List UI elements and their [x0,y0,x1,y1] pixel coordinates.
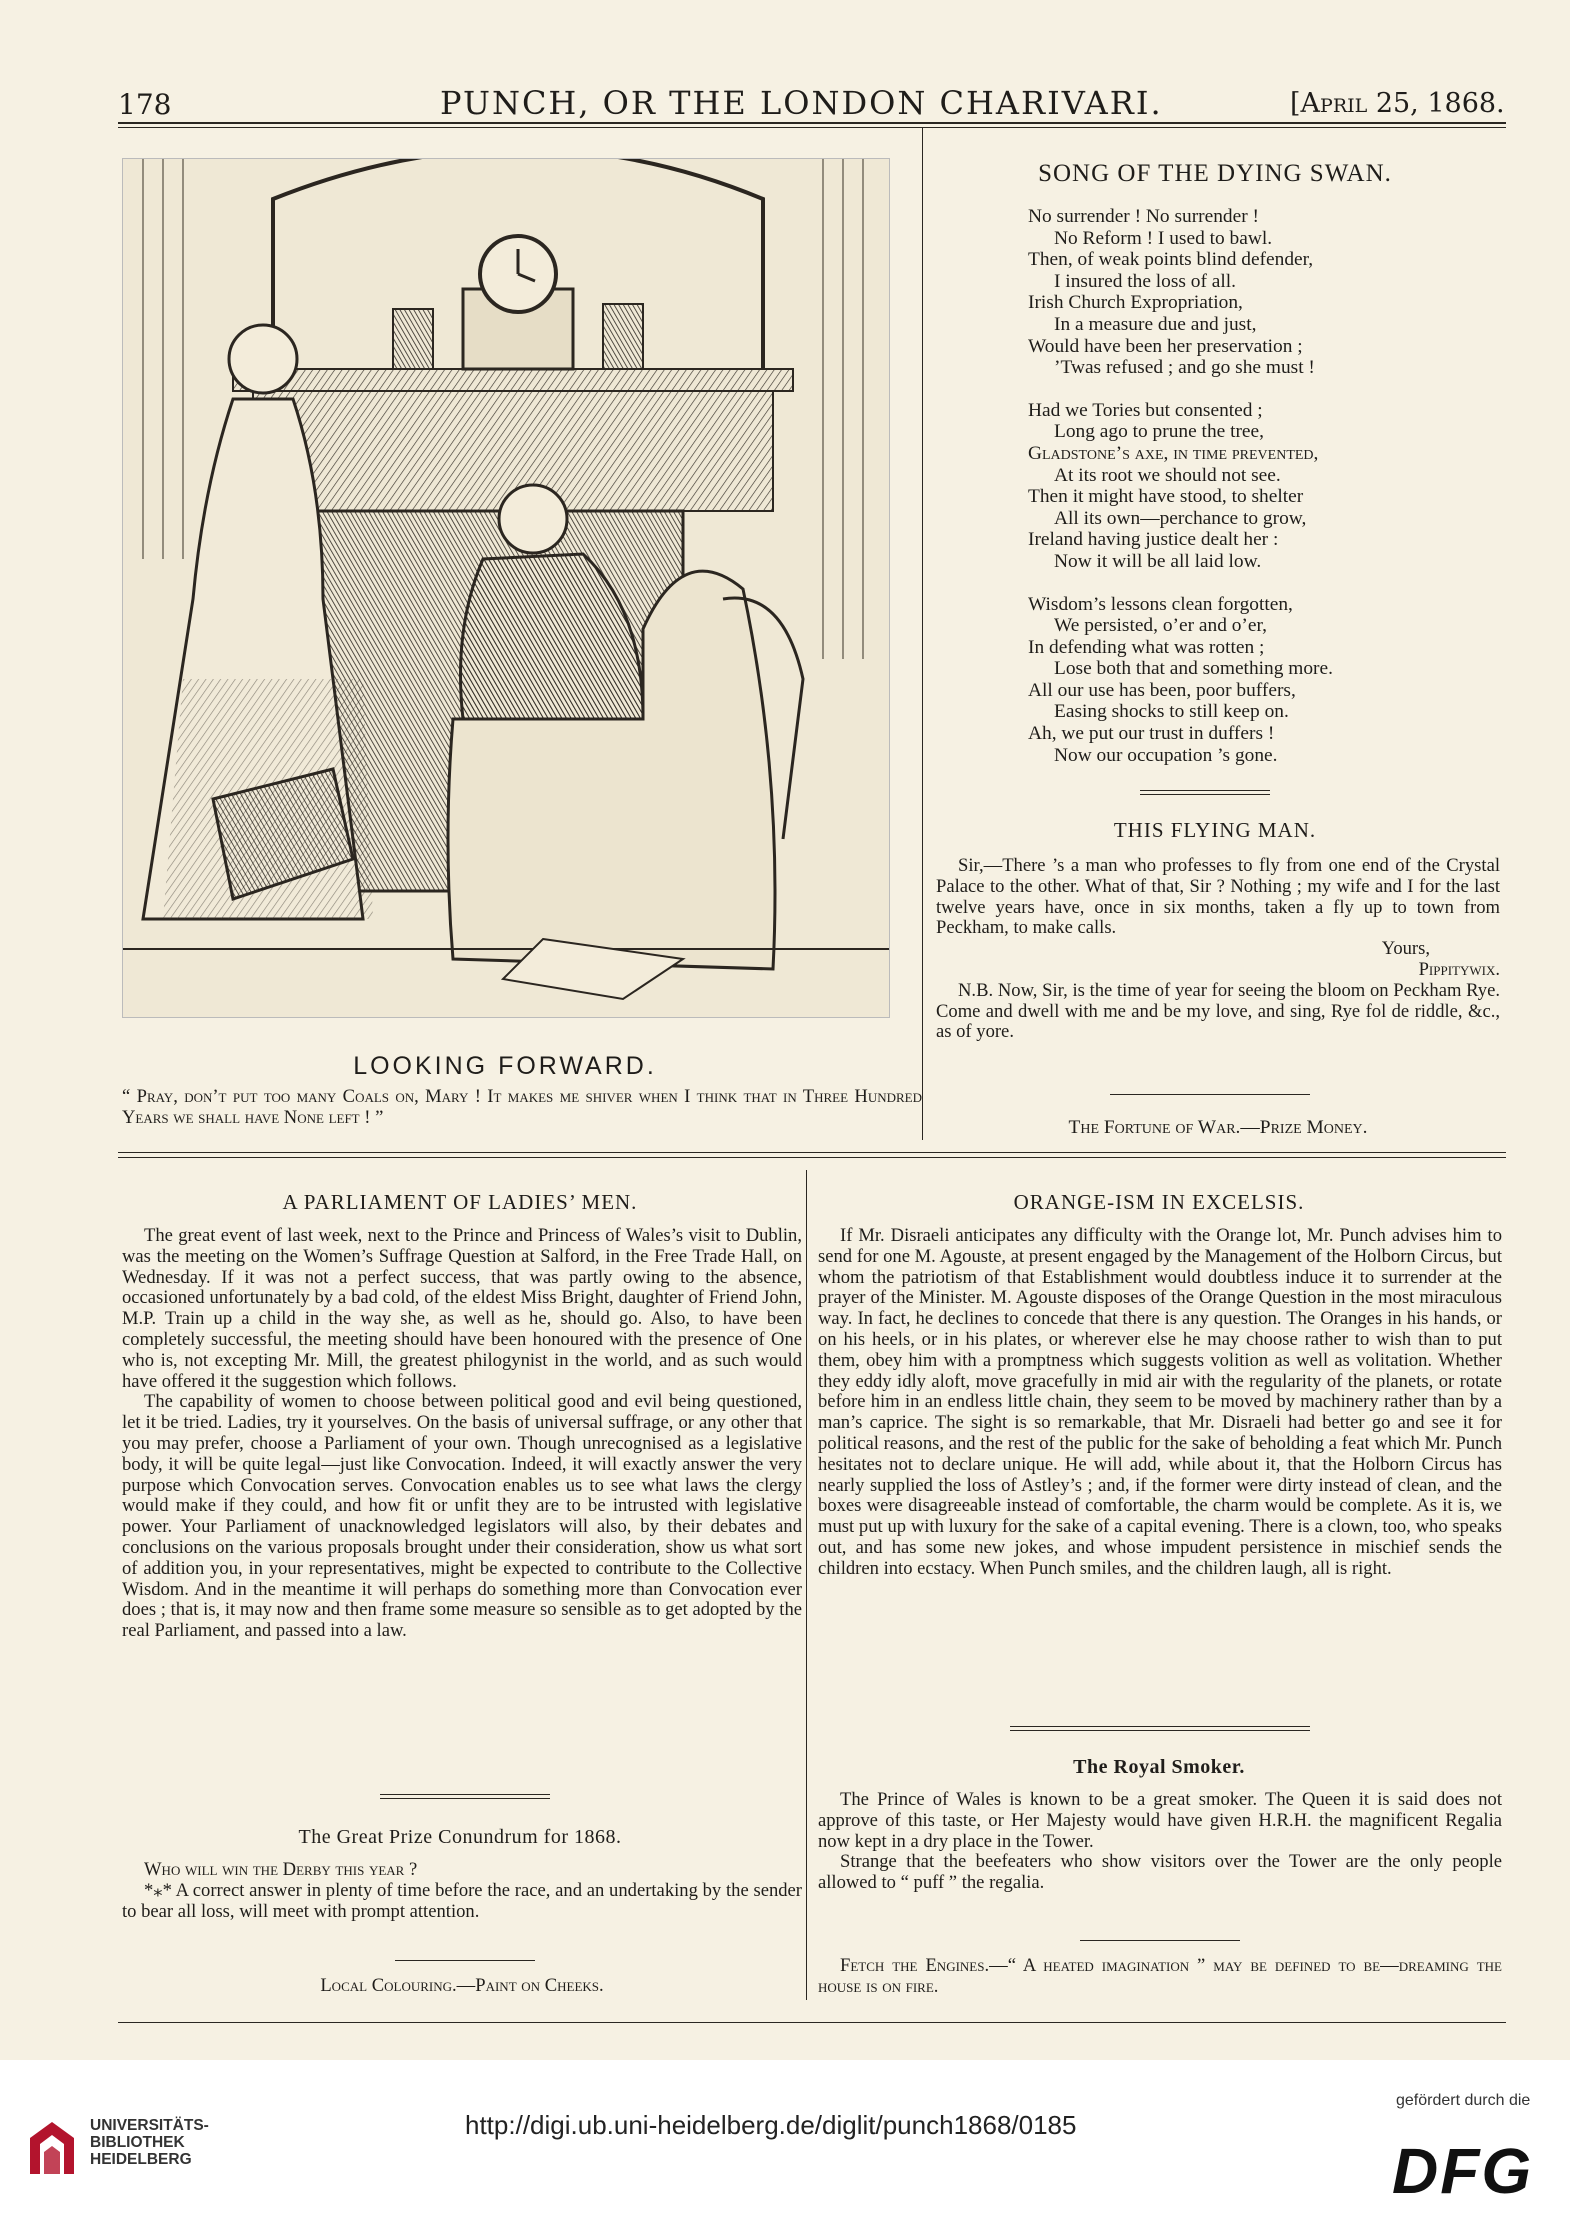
section-divider [1140,790,1270,791]
poem-line: All our use has been, poor buffers, [1028,679,1296,701]
poem-line: All its own—perchance to grow, [1054,507,1307,529]
section-divider [395,1960,535,1961]
poem-line: Would have been her preservation ; [1028,335,1303,357]
section-rule [118,1152,1506,1153]
section-divider [1010,1730,1310,1731]
page-number: 178 [118,88,172,121]
poem-line: Had we Tories but consented ; [1028,399,1263,421]
royal-smoker-paragraph: The Prince of Wales is known to be a great smoker. The Queen it is said does not approve of this taste, or Her Majesty would have given H.R.H. the magnificent Regalia now kept in a dry place in the Tower. [818,1789,1502,1852]
conundrum-article [122,1860,802,1922]
university-logo-icon [22,2118,82,2178]
poem-line: ’Twas refused ; and go she must ! [1054,357,1315,379]
orange-body: If Mr. Disraeli anticipates any difficulty with the Orange lot, Mr. Punch advises him to send for one M. Agouste, at present engaged by the Management of the Holborn Circus, but whom the patriotism of that Establishment would doubtless induce it to surrender at the prayer of the Minister. M. Agouste disposes of the Orange Question in the most miraculous way. In fact, he declines to concede that there is any question. The Oranges in his hands, or on his heels, or in his plates, or wherever else he may choose rather to wish than to put them, obey him with a promptness which suggests volition as well as volitation. Whether they eddy idly aloft, move gracefully in mid air with the regularity of the planets, or rotate before him in an endless little chain, they seem to be moved by machinery rather than by a man’s caprice. The sight is so remarkable, that Mr. Disraeli had better go and see it for political reasons, and the rest of the public for the sake of beholding a feat which Mr. Punch hesitates not to declare unique. He will add, while about it, that the Holborn Circus has nearly supplied the loss of Astley’s ; and, if the former were dirty instead of clean, and the boxes were disagreeable instead of comfortable, the charm would be complete. As it is, we must put up with luxury for the sake of a capital evening. There is a clown, too, who speaks out, and has some new jokes, and whose impudent persistence in mischief sends the children into ecstacy. When Punch smiles, and the children laugh, all is right. [818,1225,1502,1579]
flying-man-signature: Pippitywix. [1418,958,1500,980]
issue-date: [April 25, 1868. [1290,88,1505,119]
poem-line: Irish Church Expropriation, [1028,292,1243,314]
conundrum-title: The Great Prize Conundrum for 1868. [298,1826,622,1848]
conundrum-question: Who will win the Derby this year ? [144,1859,418,1880]
orange-title: ORANGE-ISM IN EXCELSIS. [1013,1190,1305,1214]
section-divider [1080,1940,1240,1941]
parliament-title: A PARLIAMENT OF LADIES’ MEN. [282,1190,638,1214]
column-rule [922,128,923,1140]
header-rule [118,122,1506,124]
poem-line: Ah, we put our trust in duffers ! [1028,723,1275,745]
fortune-of-war: The Fortune of War.—Prize Money. [1068,1117,1368,1138]
orange-article [818,1226,1502,1580]
poem-line: Now it will be all laid low. [1054,550,1262,572]
poem-line: No surrender ! No surrender ! [1028,206,1259,227]
fetch-engines [818,1956,1502,1998]
library-name-line: UNIVERSITÄTS- [90,2117,209,2134]
conundrum-note: *⁎* A correct answer in plenty of time before the race, and an undertaking by the sender to bear all loss, will meet with prompt attention. [122,1879,802,1922]
poem-line: No Reform ! I used to bawl. [1054,227,1273,249]
fetch-engines-text: Fetch the Engines.—“ A heated imagination ” may be defined to be—dreaming the house is on fire. [818,1955,1502,1997]
local-colouring: Local Colouring.—Paint on Cheeks. [320,1975,604,1996]
masthead-title: PUNCH, OR THE LONDON CHARIVARI. [440,84,1163,122]
library-name [90,2117,209,2168]
library-name-line: HEIDELBERG [90,2151,192,2168]
poem-line: Lose both that and something more. [1054,658,1333,680]
poem-line: Now our occupation ’s gone. [1054,744,1278,766]
parliament-paragraph: The great event of last week, next to the Prince and Princess of Wales’s visit to Dublin, was the meeting on the Women’s Suffrage Question at Salford, in the Free Trade Hall, on Wednesday. If it was not a perfect success, that was partly owing to the absence, occasioned unfortunately by a bad cold, of the eldest Miss Bright, daughter of Friend John, M.P. Train up a child in the way she, as well as he, should go. Also, to have been completely successful, the meeting should have been honoured with the presence of One who is, not excepting Mr. Mill, the greatest philogynist in the world, and as such would have offered it the suggestion which follows. [122,1225,802,1392]
flying-man-postscript: N.B. Now, Sir, is the time of year for seeing the bloom on Peckham Rye. Come and dwell with me and be my love, and sing, Rye fol de riddle, &c., as of yore. [936,979,1500,1043]
dfg-logo: DFG [1392,2135,1534,2207]
poem-line: Wisdom’s lessons clean forgotten, [1028,593,1293,615]
cartoon-drawing [123,159,889,1017]
poem-line: At its root we should not see. [1054,464,1281,486]
royal-smoker-title: The Royal Smoker. [1073,1756,1245,1778]
royal-smoker-article [818,1790,1502,1894]
section-divider [1110,1094,1310,1095]
royal-smoker-paragraph: Strange that the beefeaters who show visitors over the Tower are the only people allowed to “ puff ” the regalia. [818,1851,1502,1894]
library-name-line: BIBLIOTHEK [90,2134,185,2151]
flying-man-title: THIS FLYING MAN. [1113,818,1317,842]
source-url-link[interactable]: http://digi.ub.uni-heidelberg.de/diglit/punch1868/0185 [465,2110,1077,2140]
song-poem [1028,206,1333,766]
poem-line: Then, of weak points blind defender, [1028,249,1314,271]
poem-line: Then it might have stood, to shelter [1028,486,1304,508]
cartoon-caption: “ Pray, don’t put too many Coals on, Mary ! It makes me shiver when I think that in Three Hundred Years we shall have None left ! ” [122,1086,922,1128]
flying-man-article [936,856,1500,1043]
section-divider [1010,1726,1310,1727]
section-rule [118,1157,1506,1158]
section-divider [380,1798,550,1799]
cartoon-illustration [122,158,890,1018]
song-title: SONG OF THE DYING SWAN. [1038,160,1392,187]
header-rule-thin [118,127,1506,128]
poem-line: I insured the loss of all. [1054,270,1237,292]
cartoon-title: LOOKING FORWARD. [353,1052,657,1080]
flying-man-closing: Yours, [1381,938,1430,960]
poem-line: Long ago to prune the tree, [1054,421,1264,443]
parliament-paragraph: The capability of women to choose between political good and evil being questioned, let it be tried. Ladies, try it yourselves. On the basis of universal suffrage, or any other that you may prefer, choose a Parliament of your own. Though unrecognised as a legislative body, it will be quite legal—just like Convocation. Indeed, it will exactly answer the very purpose which Convocation serves. Convocation enables us to see what laws the clergy would make if they could, and how fit or unfit they are to be intrusted with legislative power. Your Parliament of unacknowledged legislators will also, by their debates and conclusions on the various proposals brought under their consideration, show us what sort of addition you, in your representatives, might be expected to contribute to the Collective Wisdom. And in the meantime it will perhaps do something more than Convocation ever does ; that is, it may now and then frame some measure so sensible as to get adopted by the real Parliament, and passed into a law. [122,1391,802,1642]
column-rule [806,1170,807,2000]
page-bottom-rule [118,2022,1506,2023]
poem-line: In a measure due and just, [1054,313,1257,335]
poem-line: Easing shocks to still keep on. [1054,701,1289,723]
section-divider [1140,794,1270,795]
poem-line: We persisted, o’er and o’er, [1054,615,1268,637]
parliament-article [122,1226,802,1642]
poem-line: Gladstone’s axe, in time prevented, [1028,442,1319,464]
poem-line: Ireland having justice dealt her : [1028,529,1279,551]
poem-line: In defending what was rotten ; [1028,636,1265,658]
funded-by-label: gefördert durch die [1396,2092,1531,2109]
section-divider [380,1794,550,1795]
flying-man-body: Sir,—There ’s a man who professes to fly from one end of the Crystal Palace to the other. What of that, Sir ? Nothing ; my wife and I for the last twelve years have, once in six months, taken a fly up to town from Peckham, to make calls. [936,855,1500,939]
